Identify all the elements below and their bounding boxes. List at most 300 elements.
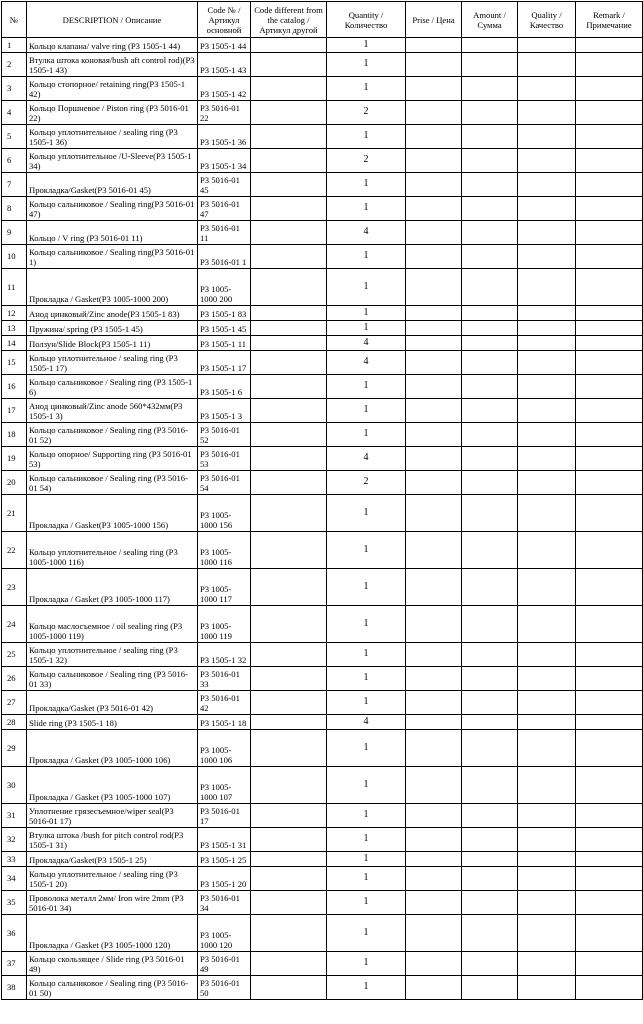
row-code: P3 1505-1 42: [198, 77, 251, 101]
row-remark: [576, 125, 643, 149]
row-price: [406, 852, 462, 867]
row-number: 15: [2, 351, 27, 375]
row-code: P3 5016-01 11: [198, 221, 251, 245]
table-row: [2, 53, 643, 77]
row-code: P3 1505-1 45: [198, 321, 251, 336]
row-code: P3 5016-01 33: [198, 667, 251, 691]
row-number: 29: [2, 730, 27, 767]
row-remark: [576, 495, 643, 532]
row-price: [406, 149, 462, 173]
row-price: [406, 643, 462, 667]
row-amount: [462, 149, 518, 173]
row-remark: [576, 336, 643, 351]
row-code-different: [251, 125, 327, 149]
row-description: Прокладка / Gasket (P3 1005-1000 107): [27, 767, 198, 804]
row-amount: [462, 321, 518, 336]
row-code-different: [251, 351, 327, 375]
row-number: 34: [2, 867, 27, 891]
row-code: P3 5016-01 54: [198, 471, 251, 495]
row-quantity: 1: [327, 804, 406, 828]
table-row: [2, 38, 643, 53]
row-amount: [462, 197, 518, 221]
row-code-different: [251, 767, 327, 804]
row-code-different: [251, 730, 327, 767]
row-quality: [518, 53, 576, 77]
row-description: Кольцо сальниковое / Sealing ring(P3 5016-01 1): [27, 245, 198, 269]
row-code-different: [251, 471, 327, 495]
row-code-different: [251, 952, 327, 976]
row-code-different: [251, 173, 327, 197]
row-amount: [462, 306, 518, 321]
row-description: Кольцо маслосъемное / oil sealing ring (P3 1005-1000 119): [27, 606, 198, 643]
table-row: [2, 667, 643, 691]
row-code: P3 5016-01 52: [198, 423, 251, 447]
row-code-different: [251, 606, 327, 643]
row-number: 17: [2, 399, 27, 423]
row-quality: [518, 891, 576, 915]
row-quantity: 4: [327, 351, 406, 375]
row-code-different: [251, 375, 327, 399]
table-row: [2, 532, 643, 569]
row-quality: [518, 495, 576, 532]
row-number: 16: [2, 375, 27, 399]
row-description: Кольцо уплотнительное /U-Sleeve(P3 1505-1 34): [27, 149, 198, 173]
row-code: P3 5016-01 42: [198, 691, 251, 715]
row-quality: [518, 375, 576, 399]
row-description: Втулка штока /bush for pitch control rod(P3 1505-1 31): [27, 828, 198, 852]
row-number: 22: [2, 532, 27, 569]
row-price: [406, 804, 462, 828]
row-number: 24: [2, 606, 27, 643]
row-description: Прокладка / Gasket (P3 1005-1000 117): [27, 569, 198, 606]
row-quality: [518, 667, 576, 691]
table-row: [2, 447, 643, 471]
table-row: [2, 767, 643, 804]
table-row: [2, 952, 643, 976]
row-price: [406, 667, 462, 691]
row-quantity: 1: [327, 691, 406, 715]
row-quantity: 1: [327, 197, 406, 221]
header-remark: Remark / Примечание: [576, 2, 643, 38]
row-quantity: 1: [327, 976, 406, 1000]
row-code: P3 1505-1 34: [198, 149, 251, 173]
row-code: P3 1005-1000 156: [198, 495, 251, 532]
row-number: 6: [2, 149, 27, 173]
row-remark: [576, 532, 643, 569]
row-number: 4: [2, 101, 27, 125]
row-quantity: 1: [327, 643, 406, 667]
row-amount: [462, 125, 518, 149]
row-code-different: [251, 245, 327, 269]
table-body: [2, 38, 643, 1000]
row-code: P3 1005-1000 119: [198, 606, 251, 643]
row-price: [406, 915, 462, 952]
table-row: [2, 569, 643, 606]
row-code-different: [251, 532, 327, 569]
row-remark: [576, 245, 643, 269]
row-amount: [462, 53, 518, 77]
row-quality: [518, 471, 576, 495]
row-remark: [576, 891, 643, 915]
row-number: 3: [2, 77, 27, 101]
table-row: [2, 715, 643, 730]
row-number: 21: [2, 495, 27, 532]
row-number: 9: [2, 221, 27, 245]
row-quantity: 2: [327, 101, 406, 125]
row-description: Кольцо сальниковое / Sealing ring (P3 5016-01 54): [27, 471, 198, 495]
row-code-different: [251, 336, 327, 351]
row-quantity: 1: [327, 569, 406, 606]
row-price: [406, 976, 462, 1000]
row-quantity: 4: [327, 447, 406, 471]
row-amount: [462, 915, 518, 952]
row-amount: [462, 173, 518, 197]
row-description: Анод цинковый/Zinc anode 560*432мм(P3 1505-1 3): [27, 399, 198, 423]
row-remark: [576, 197, 643, 221]
table-row: [2, 125, 643, 149]
row-remark: [576, 867, 643, 891]
row-quality: [518, 915, 576, 952]
row-description: Втулка штока коновая/bush aft control rod)(P3 1505-1 43): [27, 53, 198, 77]
row-price: [406, 399, 462, 423]
row-code: P3 1505-1 18: [198, 715, 251, 730]
row-code-different: [251, 101, 327, 125]
row-quantity: 4: [327, 221, 406, 245]
table-row: [2, 867, 643, 891]
row-code-different: [251, 38, 327, 53]
table-row: [2, 77, 643, 101]
row-amount: [462, 245, 518, 269]
row-description: Прокладка/Gasket(P3 5016-01 45): [27, 173, 198, 197]
row-quality: [518, 952, 576, 976]
row-price: [406, 471, 462, 495]
table-header: [2, 2, 643, 38]
row-quality: [518, 351, 576, 375]
row-price: [406, 173, 462, 197]
row-price: [406, 532, 462, 569]
row-code-different: [251, 828, 327, 852]
row-price: [406, 606, 462, 643]
row-number: 5: [2, 125, 27, 149]
row-number: 36: [2, 915, 27, 952]
table-row: [2, 423, 643, 447]
row-code: P3 1505-1 20: [198, 867, 251, 891]
row-description: Прокладка/Gasket (P3 5016-01 42): [27, 691, 198, 715]
row-number: 10: [2, 245, 27, 269]
row-number: 1: [2, 38, 27, 53]
row-number: 12: [2, 306, 27, 321]
row-amount: [462, 691, 518, 715]
row-amount: [462, 667, 518, 691]
row-quantity: 1: [327, 730, 406, 767]
row-code: P3 1005-1000 117: [198, 569, 251, 606]
row-code: P3 1505-1 44: [198, 38, 251, 53]
row-quality: [518, 101, 576, 125]
row-number: 28: [2, 715, 27, 730]
row-remark: [576, 173, 643, 197]
row-remark: [576, 77, 643, 101]
row-remark: [576, 351, 643, 375]
table-row: [2, 173, 643, 197]
row-number: 33: [2, 852, 27, 867]
row-amount: [462, 38, 518, 53]
row-description: Кольцо / V ring (P3 5016-01 11): [27, 221, 198, 245]
row-code: P3 1505-1 3: [198, 399, 251, 423]
row-code-different: [251, 643, 327, 667]
row-number: 26: [2, 667, 27, 691]
row-price: [406, 730, 462, 767]
table-row: [2, 891, 643, 915]
row-amount: [462, 101, 518, 125]
row-code-different: [251, 321, 327, 336]
row-remark: [576, 643, 643, 667]
row-amount: [462, 375, 518, 399]
row-code: P3 5016-01 22: [198, 101, 251, 125]
row-description: Кольцо сальниковое / Sealing ring (P3 5016-01 33): [27, 667, 198, 691]
row-code-different: [251, 891, 327, 915]
table-row: [2, 643, 643, 667]
row-amount: [462, 269, 518, 306]
row-description: Кольцо сальниковое / Sealing ring (P3 1505-1 6): [27, 375, 198, 399]
row-quality: [518, 221, 576, 245]
row-number: 32: [2, 828, 27, 852]
row-description: Прокладка/Gasket(P3 1505-1 25): [27, 852, 198, 867]
row-price: [406, 423, 462, 447]
row-price: [406, 715, 462, 730]
row-code-different: [251, 569, 327, 606]
row-description: Кольцо стопорное/ retaining ring(P3 1505-1 42): [27, 77, 198, 101]
row-code: P3 1505-1 6: [198, 375, 251, 399]
row-remark: [576, 375, 643, 399]
row-quality: [518, 38, 576, 53]
table-row: [2, 804, 643, 828]
row-amount: [462, 423, 518, 447]
row-amount: [462, 976, 518, 1000]
row-quantity: 1: [327, 952, 406, 976]
row-amount: [462, 569, 518, 606]
row-description: Кольцо уплотнительное / sealing ring (P3 1005-1000 116): [27, 532, 198, 569]
row-remark: [576, 976, 643, 1000]
row-price: [406, 245, 462, 269]
row-quality: [518, 569, 576, 606]
row-code: P3 1005-1000 120: [198, 915, 251, 952]
row-number: 38: [2, 976, 27, 1000]
row-code-different: [251, 867, 327, 891]
row-remark: [576, 149, 643, 173]
row-amount: [462, 606, 518, 643]
row-code-different: [251, 423, 327, 447]
row-description: Кольцо опорное/ Supporting ring (P3 5016-01 53): [27, 447, 198, 471]
table-row: [2, 730, 643, 767]
row-remark: [576, 804, 643, 828]
row-price: [406, 125, 462, 149]
row-code: P3 5016-01 17: [198, 804, 251, 828]
row-price: [406, 197, 462, 221]
row-quality: [518, 804, 576, 828]
row-amount: [462, 804, 518, 828]
row-remark: [576, 828, 643, 852]
row-quantity: 1: [327, 306, 406, 321]
row-code: P3 5016-01 50: [198, 976, 251, 1000]
row-code: P3 5016-01 1: [198, 245, 251, 269]
row-quality: [518, 715, 576, 730]
row-description: Анод цинковый/Zinc anode(P3 1505-1 83): [27, 306, 198, 321]
row-amount: [462, 715, 518, 730]
row-code: P3 1505-1 17: [198, 351, 251, 375]
row-price: [406, 38, 462, 53]
row-code-different: [251, 77, 327, 101]
row-remark: [576, 915, 643, 952]
row-remark: [576, 306, 643, 321]
row-quality: [518, 197, 576, 221]
row-quality: [518, 730, 576, 767]
row-description: Кольцо скользящее / Slide ring (P3 5016-01 49): [27, 952, 198, 976]
row-price: [406, 447, 462, 471]
row-number: 30: [2, 767, 27, 804]
table-row: [2, 336, 643, 351]
header-quality: Quality / Качество: [518, 2, 576, 38]
row-quantity: 2: [327, 149, 406, 173]
row-description: Прокладка / Gasket(P3 1005-1000 200): [27, 269, 198, 306]
row-price: [406, 321, 462, 336]
row-description: Кольцо сальниковое / Sealing ring (P3 5016-01 50): [27, 976, 198, 1000]
row-quality: [518, 643, 576, 667]
row-code-different: [251, 149, 327, 173]
row-description: Уплотнение грязесъемное/wiper seal(P3 5016-01 17): [27, 804, 198, 828]
row-description: Кольцо сальниковое / Sealing ring(P3 5016-01 47): [27, 197, 198, 221]
row-quantity: 1: [327, 245, 406, 269]
row-code: P3 1505-1 32: [198, 643, 251, 667]
header-no: №: [2, 2, 27, 38]
table-row: [2, 691, 643, 715]
row-amount: [462, 828, 518, 852]
row-remark: [576, 101, 643, 125]
row-remark: [576, 269, 643, 306]
row-number: 14: [2, 336, 27, 351]
row-quantity: 1: [327, 269, 406, 306]
table-row: [2, 495, 643, 532]
row-remark: [576, 730, 643, 767]
row-quantity: 1: [327, 399, 406, 423]
table-row: [2, 852, 643, 867]
table-row: [2, 101, 643, 125]
row-quality: [518, 423, 576, 447]
row-quantity: 1: [327, 667, 406, 691]
row-quantity: 1: [327, 423, 406, 447]
row-quality: [518, 173, 576, 197]
row-quality: [518, 852, 576, 867]
row-number: 27: [2, 691, 27, 715]
row-quality: [518, 606, 576, 643]
row-quality: [518, 77, 576, 101]
row-number: 20: [2, 471, 27, 495]
row-quality: [518, 321, 576, 336]
table-row: [2, 245, 643, 269]
row-code: P3 1005-1000 200: [198, 269, 251, 306]
row-amount: [462, 221, 518, 245]
row-code-different: [251, 447, 327, 471]
row-code-different: [251, 221, 327, 245]
row-price: [406, 891, 462, 915]
row-code-different: [251, 804, 327, 828]
row-quantity: 1: [327, 532, 406, 569]
row-description: Кольцо уплотнительное / sealing ring (P3 1505-1 32): [27, 643, 198, 667]
row-code-different: [251, 715, 327, 730]
row-number: 11: [2, 269, 27, 306]
row-code-different: [251, 691, 327, 715]
row-amount: [462, 447, 518, 471]
row-amount: [462, 77, 518, 101]
table-row: [2, 375, 643, 399]
row-quality: [518, 149, 576, 173]
row-quantity: 1: [327, 321, 406, 336]
row-price: [406, 221, 462, 245]
row-quality: [518, 532, 576, 569]
header-code-different: Code different from the catalog / Артикул другой: [251, 2, 327, 38]
row-quality: [518, 125, 576, 149]
row-quality: [518, 691, 576, 715]
header-quantity: Quantity / Количество: [327, 2, 406, 38]
row-code-different: [251, 53, 327, 77]
row-code: P3 5016-01 47: [198, 197, 251, 221]
row-price: [406, 375, 462, 399]
row-quality: [518, 336, 576, 351]
table-row: [2, 306, 643, 321]
row-price: [406, 351, 462, 375]
row-remark: [576, 471, 643, 495]
row-code-different: [251, 852, 327, 867]
row-number: 7: [2, 173, 27, 197]
row-quality: [518, 399, 576, 423]
row-description: Кольцо уплотнительное / sealing ring (P3 1505-1 20): [27, 867, 198, 891]
row-number: 2: [2, 53, 27, 77]
row-quantity: 1: [327, 606, 406, 643]
row-remark: [576, 715, 643, 730]
row-quantity: 1: [327, 867, 406, 891]
row-remark: [576, 852, 643, 867]
row-price: [406, 336, 462, 351]
row-price: [406, 53, 462, 77]
row-code-different: [251, 667, 327, 691]
row-quality: [518, 447, 576, 471]
row-description: Ползун/Slide Block(P3 1505-1 11): [27, 336, 198, 351]
row-number: 8: [2, 197, 27, 221]
row-quality: [518, 306, 576, 321]
row-description: Прокладка / Gasket (P3 1005-1000 120): [27, 915, 198, 952]
row-description: Прокладка / Gasket(P3 1005-1000 156): [27, 495, 198, 532]
row-remark: [576, 447, 643, 471]
row-quantity: 1: [327, 375, 406, 399]
row-quality: [518, 245, 576, 269]
header-description: DESCRIPTION / Описание: [27, 2, 198, 38]
header-amount: Amount / Сумма: [462, 2, 518, 38]
row-code: P3 1505-1 83: [198, 306, 251, 321]
row-quality: [518, 976, 576, 1000]
row-amount: [462, 495, 518, 532]
row-number: 23: [2, 569, 27, 606]
row-price: [406, 269, 462, 306]
row-code: P3 5016-01 45: [198, 173, 251, 197]
row-code: P3 1505-1 31: [198, 828, 251, 852]
row-remark: [576, 423, 643, 447]
row-amount: [462, 767, 518, 804]
row-description: Кольцо сальниковое / Sealing ring (P3 5016-01 52): [27, 423, 198, 447]
table-row: [2, 221, 643, 245]
row-code: P3 1505-1 25: [198, 852, 251, 867]
row-description: Проволока металл 2мм/ Iron wire 2mm (P3 5016-01 34): [27, 891, 198, 915]
header-price: Prise / Цена: [406, 2, 462, 38]
row-quantity: 1: [327, 852, 406, 867]
